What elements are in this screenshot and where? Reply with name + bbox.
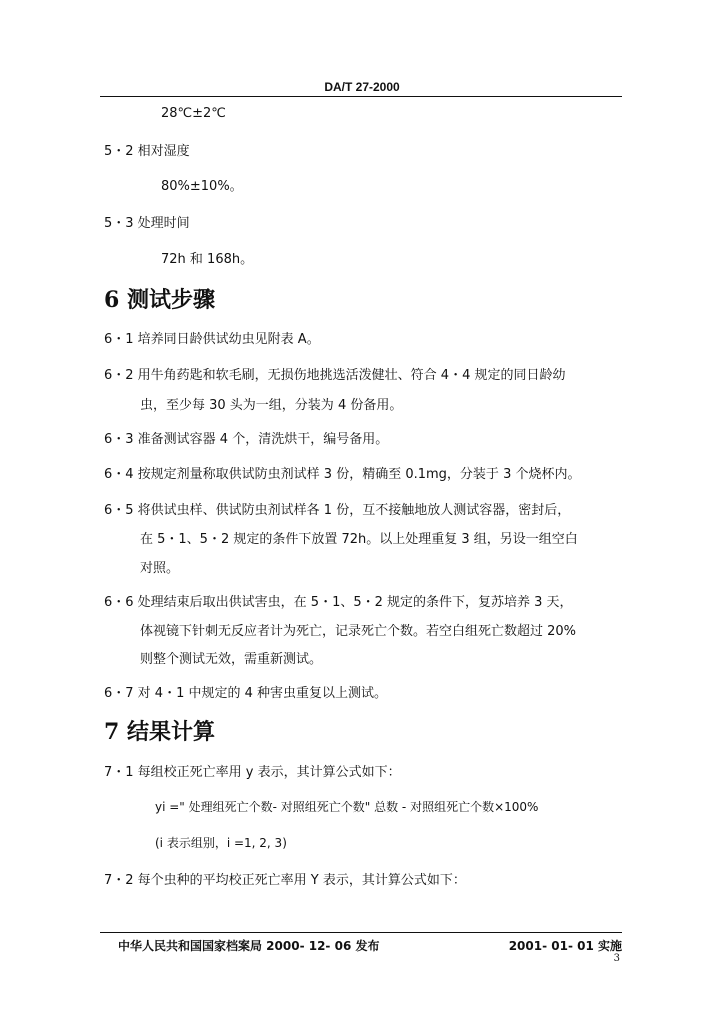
paragraph-6-3: 6・3 准备测试容器 4 个，清洗烘干，编号备用。: [104, 432, 389, 447]
section-5-3-title: 5・3 处理时间: [104, 216, 190, 231]
processing-time-value: 72h 和 168h。: [161, 252, 254, 267]
paragraph-6-5-line-3: 对照。: [140, 561, 180, 576]
paragraph-6-2-line-1: 6・2 用牛角药匙和软毛刷，无损伤地挑选活泼健壮、符合 4・4 规定的同日龄幼: [104, 368, 566, 383]
heading-section-6: 6 测试步骤: [104, 287, 215, 313]
heading-section-7: 7 结果计算: [104, 719, 215, 745]
paragraph-6-5-line-2: 在 5・1、5・2 规定的条件下放置 72h。以上处理重复 3 组，另设一组空白: [140, 532, 578, 547]
document-code: DA/T 27-2000: [324, 80, 400, 94]
footer-rule: [100, 932, 622, 933]
paragraph-6-7: 6・7 对 4・1 中规定的 4 种害虫重复以上测试。: [104, 686, 388, 701]
section-5-2-title: 5・2 相对湿度: [104, 144, 190, 159]
formula-index-note: (i 表示组别，i =1, 2, 3): [155, 836, 287, 850]
header-rule: [100, 96, 622, 97]
paragraph-6-4: 6・4 按规定剂量称取供试防虫剂试样 3 份，精确至 0.1mg，分装于 3 个烧杯内。: [104, 467, 581, 482]
temperature-value: 28℃±2℃: [161, 106, 226, 121]
paragraph-6-6-line-2: 体视镜下针刺无反应者计为死亡，记录死亡个数。若空白组死亡数超过 20%: [140, 624, 577, 639]
formula-group-corrected-mortality: yi =" 处理组死亡个数- 对照组死亡个数" 总数 - 对照组死亡个数×100%: [155, 800, 539, 814]
paragraph-6-2-line-2: 虫，至少每 30 头为一组，分装为 4 份备用。: [140, 398, 403, 413]
paragraph-6-6-line-1: 6・6 处理结束后取出供试害虫，在 5・1、5・2 规定的条件下，复苏培养 3 天，: [104, 595, 573, 610]
footer-effective-date: 2001- 01- 01 实施: [508, 939, 622, 953]
paragraph-6-1: 6・1 培养同日龄供试幼虫见附表 A。: [104, 332, 320, 347]
page-number: 3: [613, 953, 620, 964]
humidity-value: 80%±10%。: [161, 179, 243, 194]
paragraph-6-5-line-1: 6・5 将供试虫样、供试防虫剂试样各 1 份，互不接触地放人测试容器，密封后，: [104, 503, 571, 518]
paragraph-7-1: 7・1 每组校正死亡率用 y 表示，其计算公式如下：: [104, 765, 401, 780]
footer-issuer: 中华人民共和国国家档案局 2000- 12- 06 发布: [118, 939, 380, 953]
paragraph-7-2: 7・2 每个虫种的平均校正死亡率用 Y 表示，其计算公式如下：: [104, 873, 466, 888]
paragraph-6-6-line-3: 则整个测试无效，需重新测试。: [140, 652, 323, 667]
